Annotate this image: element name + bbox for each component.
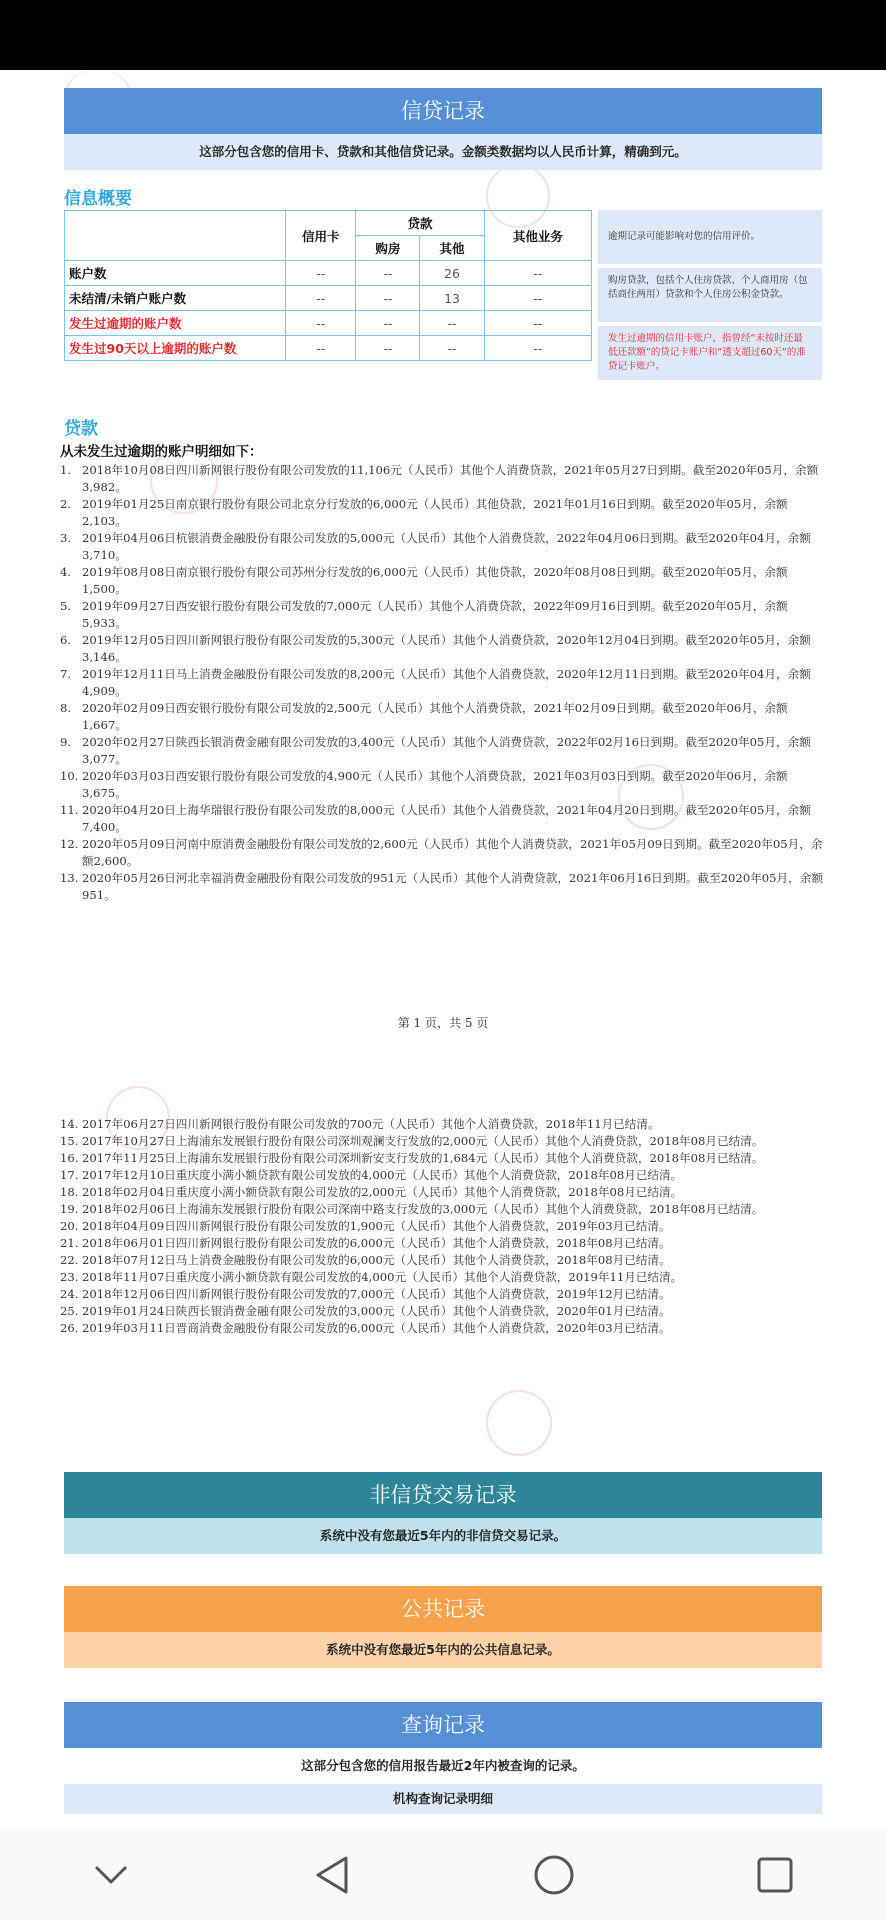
loans-subheading: 从未发生过逾期的账户明细如下： bbox=[60, 444, 263, 460]
list-item bbox=[60, 1201, 830, 1218]
list-item-number: 6. bbox=[60, 633, 72, 647]
list-item-number: 10. bbox=[60, 769, 79, 783]
row-label: 未结清/未销户账户数 bbox=[65, 286, 286, 311]
cell: -- bbox=[420, 336, 484, 361]
list-item bbox=[60, 1320, 830, 1337]
cell: 13 bbox=[420, 286, 484, 311]
table-row bbox=[65, 286, 592, 311]
list-item-text: 2019年08月08日南京银行股份有限公司苏州分行发放的6,000元（人民币）其他贷款，2020年08月08日到期。截至2020年05月，余额1,500。 bbox=[82, 565, 788, 596]
cell: -- bbox=[286, 336, 356, 361]
list-item-text: 2020年05月26日河北幸福消费金融股份有限公司发放的951元（人民币）其他个人消费贷款，2021年06月16日到期。截至2020年05月，余额951。 bbox=[82, 871, 823, 902]
cell: -- bbox=[356, 311, 420, 336]
header-other: 其他 bbox=[420, 236, 484, 261]
row-label: 发生过90天以上逾期的账户数 bbox=[65, 336, 286, 361]
list-item bbox=[60, 768, 830, 802]
cell: -- bbox=[356, 336, 420, 361]
list-item-text: 2018年12月06日四川新网银行股份有限公司发放的7,000元（人民币）其他个人消费贷款，2019年12月已结清。 bbox=[82, 1287, 671, 1301]
list-item-number: 23. bbox=[60, 1270, 79, 1284]
list-item-number: 9. bbox=[60, 735, 72, 749]
list-item bbox=[60, 1303, 830, 1320]
header-house: 购房 bbox=[356, 236, 420, 261]
table-row bbox=[65, 311, 592, 336]
row-label: 账户数 bbox=[65, 261, 286, 286]
list-item-number: 8. bbox=[60, 701, 72, 715]
list-item-number: 17. bbox=[60, 1168, 79, 1182]
list-item-number: 13. bbox=[60, 871, 79, 885]
list-item-text: 2019年01月25日南京银行股份有限公司北京分行发放的6,000元（人民币）其他贷款，2021年01月16日到期。截至2020年05月，余额2,103。 bbox=[82, 497, 788, 528]
list-item-text: 2018年02月06日上海浦东发展银行股份有限公司深南中路支行发放的3,000元（人民币）其他个人消费贷款，2018年08月已结清。 bbox=[82, 1202, 764, 1216]
list-item-number: 20. bbox=[60, 1219, 79, 1233]
list-item-text: 2020年05月09日河南中原消费金融股份有限公司发放的2,600元（人民币）其他个人消费贷款，2021年05月09日到期。截至2020年05月，余额2,600。 bbox=[82, 837, 823, 868]
list-item bbox=[60, 1286, 830, 1303]
cell: -- bbox=[484, 336, 591, 361]
list-item-number: 12. bbox=[60, 837, 79, 851]
credit-record-section bbox=[64, 88, 822, 170]
cell: -- bbox=[356, 261, 420, 286]
list-item-number: 1. bbox=[60, 463, 72, 477]
recents-square-icon[interactable] bbox=[745, 1845, 805, 1905]
list-item-text: 2019年12月11日马上消费金融股份有限公司发放的8,200元（人民币）其他个人消费贷款，2020年12月11日到期。截至2020年04月，余额4,909。 bbox=[82, 667, 811, 698]
list-item bbox=[60, 1218, 830, 1235]
list-item bbox=[60, 734, 830, 768]
list-item-number: 21. bbox=[60, 1236, 79, 1250]
home-circle-icon[interactable] bbox=[524, 1845, 584, 1905]
cell: -- bbox=[484, 311, 591, 336]
table-corner bbox=[65, 211, 286, 261]
list-item-number: 22. bbox=[60, 1253, 79, 1267]
list-item-number: 2. bbox=[60, 497, 72, 511]
inquiry-table-header: 机构查询记录明细 bbox=[64, 1784, 822, 1814]
list-item-text: 2017年06月27日四川新网银行股份有限公司发放的700元（人民币）其他个人消费贷款，2018年11月已结清。 bbox=[82, 1117, 660, 1131]
list-item bbox=[60, 564, 830, 598]
list-item-number: 7. bbox=[60, 667, 72, 681]
list-item-number: 26. bbox=[60, 1321, 79, 1335]
cell: -- bbox=[286, 261, 356, 286]
navigation-bar bbox=[0, 1830, 886, 1920]
list-item-number: 5. bbox=[60, 599, 72, 613]
overview-table bbox=[64, 210, 592, 361]
section-subtitle: 系统中没有您最近5年内的非信贷交易记录。 bbox=[64, 1518, 822, 1554]
list-item-text: 2019年04月06日杭银消费金融股份有限公司发放的5,000元（人民币）其他个人消费贷款，2022年04月06日到期。截至2020年04月，余额3,710。 bbox=[82, 531, 811, 562]
list-item-text: 2017年12月10日重庆度小满小额贷款有限公司发放的4,000元（人民币）其他个人消费贷款，2018年08月已结清。 bbox=[82, 1168, 683, 1182]
section-title: 查询记录 bbox=[64, 1702, 822, 1748]
list-item-number: 14. bbox=[60, 1117, 79, 1131]
section-title: 非信贷交易记录 bbox=[64, 1472, 822, 1518]
list-item bbox=[60, 1133, 830, 1150]
section-title: 公共记录 bbox=[64, 1586, 822, 1632]
list-item-text: 2019年12月05日四川新网银行股份有限公司发放的5,300元（人民币）其他个人消费贷款，2020年12月04日到期。截至2020年05月，余额3,146。 bbox=[82, 633, 811, 664]
section-subtitle: 系统中没有您最近5年内的公共信息记录。 bbox=[64, 1632, 822, 1668]
note-house-loan: 购房贷款，包括个人住房贷款、个人商用房（包括商住两用）贷款和个人住房公积金贷款。 bbox=[598, 268, 822, 322]
section-subtitle: 这部分包含您的信用卡、贷款和其他信贷记录。金额类数据均以人民币计算，精确到元。 bbox=[64, 134, 822, 170]
cell: -- bbox=[356, 286, 420, 311]
list-item bbox=[60, 1150, 830, 1167]
list-item bbox=[60, 496, 830, 530]
list-item-number: 19. bbox=[60, 1202, 79, 1216]
list-item-number: 25. bbox=[60, 1304, 79, 1318]
list-item-text: 2019年09月27日西安银行股份有限公司发放的7,000元（人民币）其他个人消费贷款，2022年09月16日到期。截至2020年05月，余额5,933。 bbox=[82, 599, 788, 630]
status-bar bbox=[0, 0, 886, 70]
list-item bbox=[60, 598, 830, 632]
list-item-text: 2020年02月27日陕西长银消费金融有限公司发放的3,400元（人民币）其他个人消费贷款，2022年02月16日到期。截至2020年05月，余额3,077。 bbox=[82, 735, 811, 766]
list-item-number: 16. bbox=[60, 1151, 79, 1165]
table-row bbox=[65, 261, 592, 286]
list-item-text: 2017年10月27日上海浦东发展银行股份有限公司深圳观澜支行发放的2,000元（人民币）其他个人消费贷款，2018年08月已结清。 bbox=[82, 1134, 764, 1148]
cell: -- bbox=[484, 286, 591, 311]
list-item-text: 2018年02月04日重庆度小满小额贷款有限公司发放的2,000元（人民币）其他个人消费贷款，2018年08月已结清。 bbox=[82, 1185, 683, 1199]
list-item-text: 2018年06月01日四川新网银行股份有限公司发放的6,000元（人民币）其他个人消费贷款，2018年08月已结清。 bbox=[82, 1236, 671, 1250]
header-other-business: 其他业务 bbox=[484, 211, 591, 261]
list-item-text: 2020年04月20日上海华瑞银行股份有限公司发放的8,000元（人民币）其他个人消费贷款，2021年04月20日到期。截至2020年05月，余额7,400。 bbox=[82, 803, 811, 834]
list-item-text: 2019年03月11日晋商消费金融股份有限公司发放的6,000元（人民币）其他个人消费贷款，2020年03月已结清。 bbox=[82, 1321, 671, 1335]
loans-heading: 贷款 bbox=[64, 419, 98, 439]
list-item-number: 18. bbox=[60, 1185, 79, 1199]
list-item bbox=[60, 1235, 830, 1252]
non-credit-section bbox=[64, 1472, 822, 1554]
list-item-text: 2020年02月09日西安银行股份有限公司发放的2,500元（人民币）其他个人消费贷款，2021年02月09日到期。截至2020年06月，余额1,667。 bbox=[82, 701, 788, 732]
list-item bbox=[60, 802, 830, 836]
cell: -- bbox=[420, 311, 484, 336]
note-overdue-card: 发生过逾期的信用卡账户，指曾经“未按时还最低还款额”的贷记卡账户和“透支超过60天”的准贷记卡账户。 bbox=[598, 326, 822, 380]
loan-list-page1 bbox=[60, 462, 830, 904]
header-credit-card: 信用卡 bbox=[286, 211, 356, 261]
list-item bbox=[60, 1167, 830, 1184]
list-item bbox=[60, 1116, 830, 1133]
list-item bbox=[60, 666, 830, 700]
public-record-section bbox=[64, 1586, 822, 1668]
list-item-text: 2018年04月09日四川新网银行股份有限公司发放的1,900元（人民币）其他个人消费贷款，2019年03月已结清。 bbox=[82, 1219, 671, 1233]
list-item-text: 2020年03月03日西安银行股份有限公司发放的4,900元（人民币）其他个人消费贷款，2021年03月03日到期。截至2020年06月，余额3,675。 bbox=[82, 769, 788, 800]
header-loan: 贷款 bbox=[356, 211, 484, 236]
list-item-number: 3. bbox=[60, 531, 72, 545]
row-label: 发生过逾期的账户数 bbox=[65, 311, 286, 336]
list-item-number: 4. bbox=[60, 565, 72, 579]
list-item bbox=[60, 1269, 830, 1286]
page-number: 第 1 页，共 5 页 bbox=[397, 1016, 489, 1030]
list-item bbox=[60, 462, 830, 496]
list-item bbox=[60, 836, 830, 870]
list-item bbox=[60, 870, 830, 904]
section-subtitle: 这部分包含您的信用报告最近2年内被查询的记录。 bbox=[64, 1748, 822, 1784]
list-item-number: 24. bbox=[60, 1287, 79, 1301]
inquiry-record-section bbox=[64, 1702, 822, 1814]
back-triangle-icon[interactable] bbox=[302, 1845, 362, 1905]
list-item-text: 2018年07月12日马上消费金融股份有限公司发放的6,000元（人民币）其他个人消费贷款，2018年08月已结清。 bbox=[82, 1253, 671, 1267]
list-item-text: 2018年11月07日重庆度小满小额贷款有限公司发放的4,000元（人民币）其他个人消费贷款，2019年11月已结清。 bbox=[82, 1270, 683, 1284]
watermark-stamp bbox=[486, 1390, 552, 1456]
section-title: 信贷记录 bbox=[64, 88, 822, 134]
overview-heading: 信息概要 bbox=[64, 189, 132, 209]
list-item bbox=[60, 632, 830, 666]
list-item bbox=[60, 700, 830, 734]
list-item bbox=[60, 1184, 830, 1201]
list-item-number: 15. bbox=[60, 1134, 79, 1148]
list-item-number: 11. bbox=[60, 803, 79, 817]
list-item-text: 2017年11月25日上海浦东发展银行股份有限公司深圳新安支行发放的1,684元（人民币）其他个人消费贷款，2018年08月已结清。 bbox=[82, 1151, 764, 1165]
list-item bbox=[60, 1252, 830, 1269]
list-item bbox=[60, 530, 830, 564]
cell: -- bbox=[286, 286, 356, 311]
cell: -- bbox=[286, 311, 356, 336]
list-item-text: 2019年01月24日陕西长银消费金融有限公司发放的3,000元（人民币）其他个人消费贷款，2020年01月已结清。 bbox=[82, 1304, 671, 1318]
cell: -- bbox=[484, 261, 591, 286]
loan-list-page2 bbox=[60, 1116, 830, 1337]
note-overdue: 逾期记录可能影响对您的信用评价。 bbox=[598, 210, 822, 264]
table-row bbox=[65, 336, 592, 361]
list-item-text: 2018年10月08日四川新网银行股份有限公司发放的11,106元（人民币）其他个人消费贷款，2021年05月27日到期。截至2020年05月，余额3,982。 bbox=[82, 463, 819, 494]
cell: 26 bbox=[420, 261, 484, 286]
chevron-down-icon[interactable] bbox=[81, 1845, 141, 1905]
